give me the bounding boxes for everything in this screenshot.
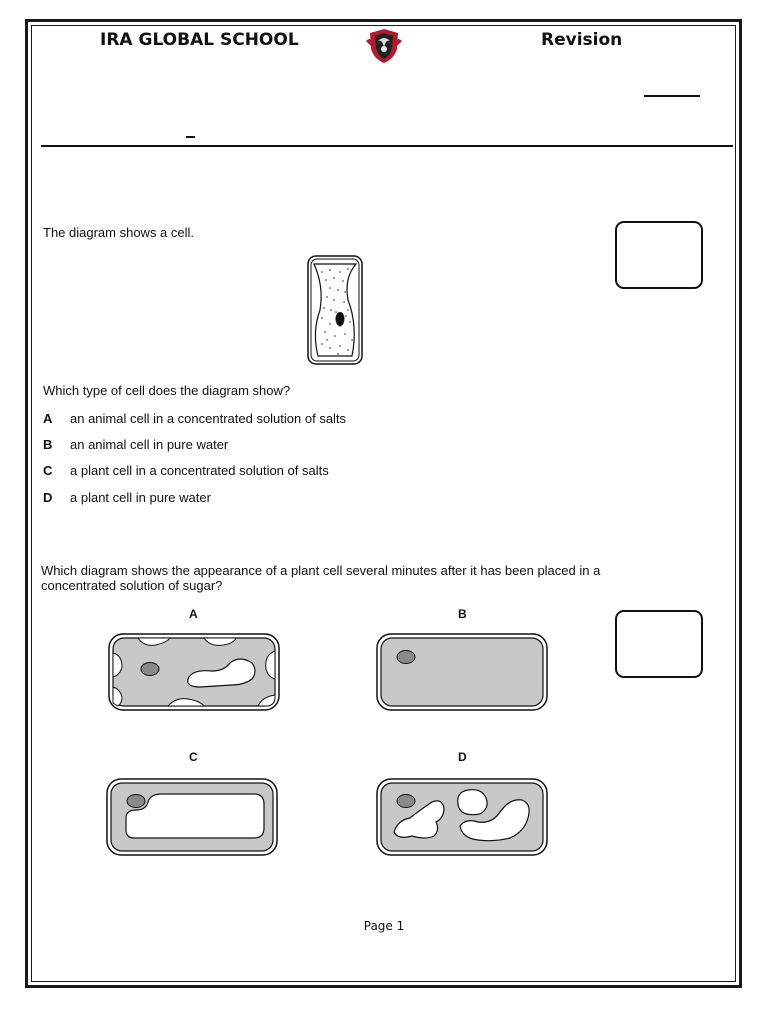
q1-option-letter: A bbox=[43, 411, 53, 426]
q1-option-letter: C bbox=[43, 463, 53, 478]
q1-stem: The diagram shows a cell. bbox=[43, 225, 195, 240]
q2-prompt-line1: Which diagram shows the appearance of a plant cell several minutes after it has been placed in a bbox=[41, 563, 601, 578]
q1-option-letter: B bbox=[43, 437, 53, 452]
q2-answer-box[interactable] bbox=[615, 610, 703, 678]
cell-diagram-a bbox=[108, 633, 280, 711]
cell-diagram-d bbox=[376, 778, 548, 856]
q1-option-text: a plant cell in a concentrated solution of salts bbox=[70, 463, 329, 478]
q1-option-text: a plant cell in pure water bbox=[70, 490, 211, 505]
q1-option-letter: D bbox=[43, 490, 53, 505]
q1-option-text: an animal cell in pure water bbox=[70, 437, 229, 452]
diagram-label-b: B bbox=[458, 607, 467, 621]
diagram-label-a: A bbox=[189, 607, 198, 621]
school-name: IRA GLOBAL SCHOOL bbox=[100, 30, 299, 50]
header-dash bbox=[186, 136, 195, 138]
cell-diagram-c bbox=[106, 778, 278, 856]
diagram-label-c: C bbox=[189, 750, 198, 764]
school-crest-icon bbox=[364, 27, 404, 65]
q1-cell-diagram bbox=[300, 252, 370, 368]
name-blank-line bbox=[644, 95, 700, 97]
document-type: Revision bbox=[541, 30, 623, 50]
q1-answer-box[interactable] bbox=[615, 221, 703, 289]
q1-prompt: Which type of cell does the diagram show? bbox=[43, 383, 291, 398]
q1-option-text: an animal cell in a concentrated solution of salts bbox=[70, 411, 347, 426]
page-number: Page 1 bbox=[363, 919, 405, 933]
diagram-label-d: D bbox=[458, 750, 467, 764]
q2-prompt-line2: concentrated solution of sugar? bbox=[41, 578, 223, 593]
cell-diagram-b bbox=[376, 633, 548, 711]
header-divider bbox=[41, 145, 733, 147]
